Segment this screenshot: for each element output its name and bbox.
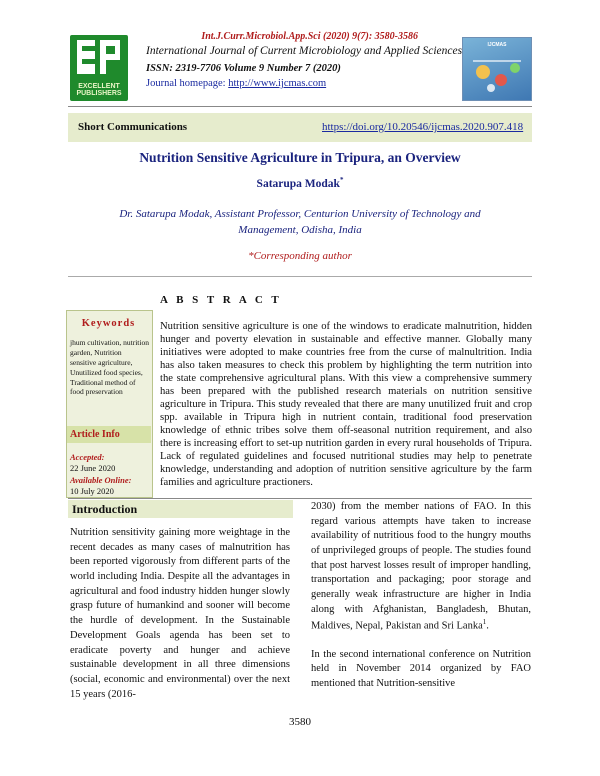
body-paragraph: [311, 500, 531, 634]
online-date: 10 July 2020: [70, 486, 114, 497]
journal-citation: Int.J.Curr.Microbiol.App.Sci (2020) 9(7): 3580-3586: [201, 31, 418, 42]
homepage-link[interactable]: http://www.ijcmas.com: [228, 78, 327, 89]
introduction-heading: Introduction: [72, 502, 138, 516]
logo-text: EXCELLENT PUBLISHERS: [76, 82, 122, 98]
journal-cover-image: [462, 37, 532, 101]
keywords-heading: Keywords: [81, 318, 136, 329]
body-paragraph: In the second international conference on Nutrition held in November 2014 organized by FAO mentioned that Nutrition-sensitive: [311, 648, 531, 690]
issn-line: ISSN: 2319-7706 Volume 9 Number 7 (2020): [146, 63, 341, 74]
journal-homepage: [146, 78, 326, 89]
author-name: [0, 176, 600, 190]
abstract-divider: [68, 498, 532, 499]
reference-mark: 1: [482, 617, 487, 626]
abstract-heading: A B S T R A C T: [160, 294, 282, 306]
body-column-left: Nutrition sensitivity gaining more weightage in the recent decades as many cases of malnutrition has been reported vigorously from different parts of the world including India. Despite all the advantages in agricultural and food industry hidden hunger slowly grasp future of humankind and sooner will become the hurdle of development. In the Sustainable Development Goals agenda has been set to eradicate poverty and hunger and achieve sustainable development in all three dimensions (social, economic and environmental) over the next 15 years (2016-: [70, 527, 290, 700]
homepage-label: Journal homepage:: [146, 78, 226, 89]
doi-link[interactable]: https://doi.org/10.20546/ijcmas.2020.907.418: [322, 121, 524, 133]
publisher-logo: [70, 35, 128, 101]
article-dates: [70, 452, 150, 498]
title-divider: [68, 276, 532, 277]
paper-title: Nutrition Sensitive Agriculture in Tripura, an Overview: [139, 150, 461, 165]
author-text: Satarupa Modak: [256, 177, 340, 190]
body-column-right: [311, 500, 531, 706]
journal-title: International Journal of Current Microbiology and Applied Sciences: [146, 45, 463, 57]
corresponding-author-note: *Corresponding author: [248, 250, 352, 262]
keywords-list: jhum cultivation, nutrition garden, Nutrition sensitive agriculture, Unutilized food species, Traditional method of food preservation: [70, 338, 149, 397]
paragraph-text: 2030) from the member nations of FAO. In this regard various attempts have taken to increase availability of nutritious food to the hungry mouths of unprivileged groups of people. The studies found that post harvest losses result of improper handling, transportation and packaging; poor storage and generally weak infrastructure are higher in India along with Afghanistan, Bangladesh, Bhutan, Maldives, Nepal, Pakistan and Sri Lanka: [311, 501, 531, 631]
article-info-heading: Article Info: [70, 429, 120, 440]
article-type: Short Communications: [78, 121, 188, 133]
page-number: 3580: [289, 716, 311, 728]
header-divider: [68, 106, 532, 107]
ep-logo-icon: [70, 35, 128, 83]
accepted-date: 22 June 2020: [70, 463, 116, 474]
author-mark: *: [339, 176, 344, 184]
author-affiliation: Dr. Satarupa Modak, Assistant Professor, Centurion University of Technology and Management, Odisha, India: [119, 208, 481, 236]
online-label: Available Online:: [70, 474, 132, 485]
accepted-label: Accepted:: [70, 452, 105, 462]
abstract-text: Nutrition sensitive agriculture is one of the windows to eradicate malnutrition, hidden hunger and poverty elevation in sustainable and effective manner. Globally many initiatives were adopted to make countries free from the curse of malnultrition. India has also taken measures to check this problem by highlighting the term nutrition into the state comprehensive agricultural plans. With this view a comprehensive summery has been prepared with the published research materials on nutrition sensitive agriculture in Tripura. This study revealed that there are many unutilized fruit and crop spp. available in Tripura high in nutrient contain, traditional food preservation knowledge of ethnic tribes solve them off-seasonal nutrition requirement, and also there is increasing effort to set-up nutrition garden in every rural households of Tripura. Lack of regulated guidelines and focused nutritional studies may help to penetrate knowledge, understanding and adoption of nutrition sensitive agriculture by the farm families and agriculture practioners.: [160, 321, 532, 489]
paragraph-end: .: [486, 620, 489, 631]
cover-title: IJCMAS: [487, 42, 507, 48]
